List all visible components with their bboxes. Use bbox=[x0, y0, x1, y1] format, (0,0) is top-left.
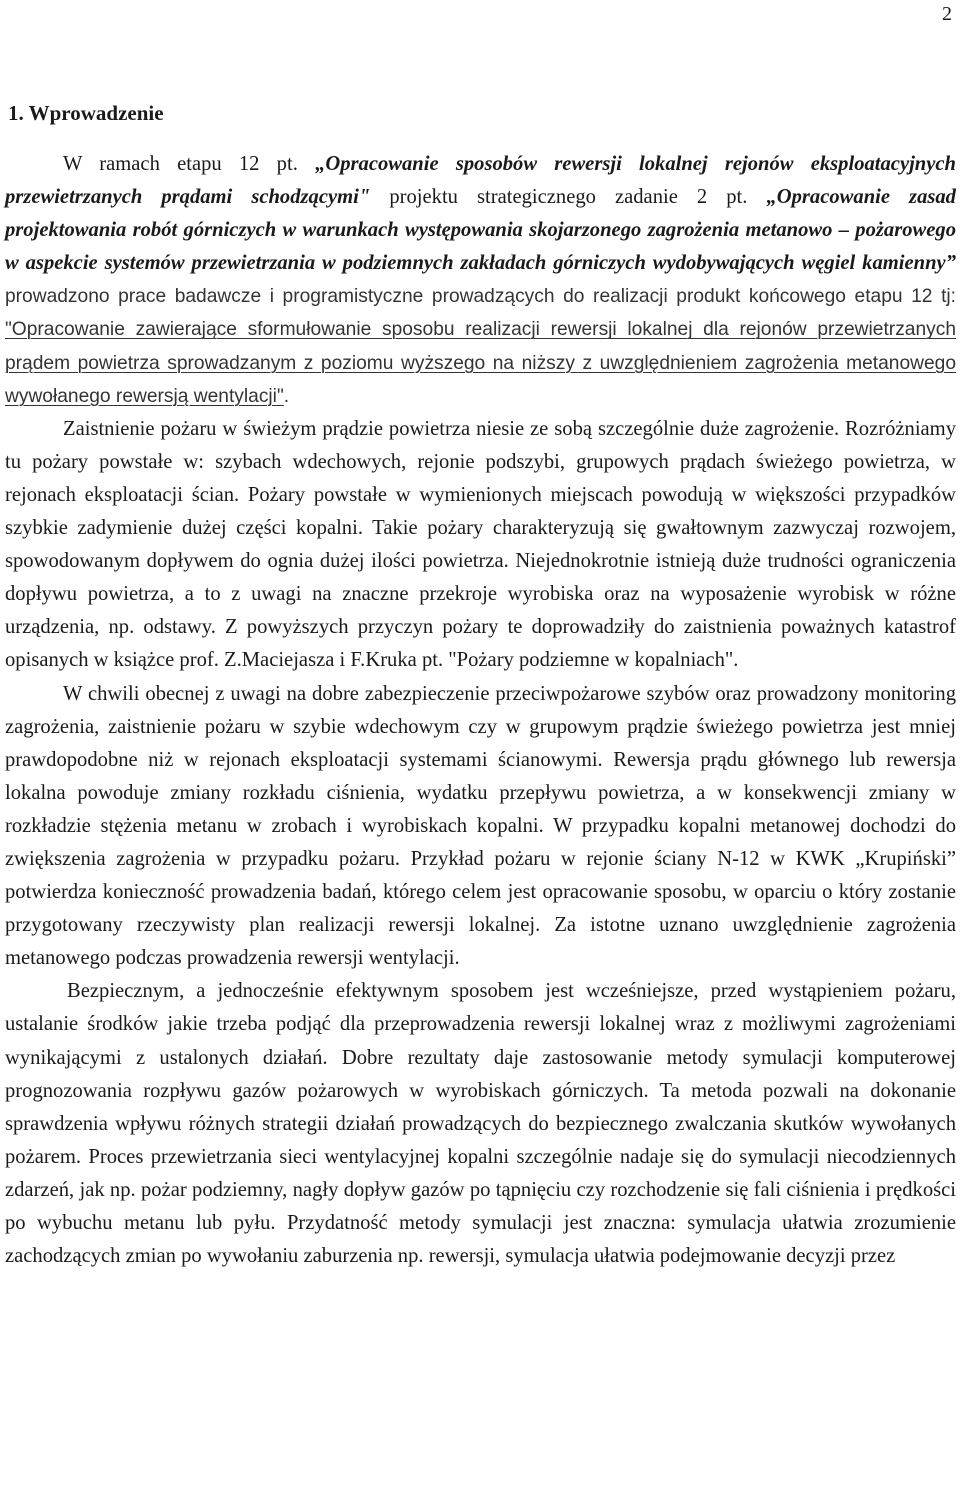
p1-project-text: projektu strategicznego zadanie 2 pt. bbox=[370, 186, 767, 209]
section-heading: 1. Wprowadzenie bbox=[8, 101, 164, 125]
p1-period: . bbox=[283, 385, 290, 407]
paragraph-4: Bezpiecznym, a jednocześnie efektywnym sposobem jest wcześniejsze, przed wystąpieniem pożaru, ustalanie środków jakie trzeba podjąć dla przeprowadzenia rewersji lokalnej wraz z możliwymi zagrożeniami wynikającymi z ustalonych działań. Dobre rezultaty daje zastosowanie metody symulacji komputerowej prognozowania rozpływu gazów pożarowych w wyrobiskach górniczych. Ta metoda pozwali na dokonanie sprawdzenia wpływu różnych strategii działań prowadzących do bezpiecznego zwalczania skutków wywołanych pożarem. Proces przewietrzania sieci wentylacyjnej kopalni szczególnie nadaje się do symulacji niecodziennych zdarzeń, jak np. pożar podziemny, nagły dopływ gazów po tąpnięciu czy rozchodzenie się fali ciśnienia i prędkości po wybuchu metanu lub pyłu. Przydatność metody symulacji jest znaczna: symulacja ułatwia zrozumienie zachodzących zmian po wywołaniu zaburzenia np. rewersji, symulacja ułatwia podejmowanie decyzji przez bbox=[5, 980, 956, 1268]
p1-intro-text: W ramach etapu 12 pt. bbox=[63, 153, 316, 175]
page-number: 2 bbox=[942, 3, 952, 25]
document-body bbox=[5, 148, 956, 1273]
p1-work-text: prowadzono prace badawcze i programistyczne prowadzących do realizacji produkt końcowego etapu 12 tj: bbox=[5, 286, 956, 308]
p1-task-title: „Opracowanie zasad projektowania robót górniczych w warunkach występowania skojarzonego zagrożenia metanowo – pożarowego w aspekcie systemów przewietrzania w podziemnych zakładach górniczych wydobywających węgiel kamienny” bbox=[5, 186, 956, 275]
p1-product-title: "Opracowanie zawierające sformułowanie sposobu realizacji rewersji lokalnej dla rejonów przewietrzanych prądem powietrza sprowadzanym z poziomu wyższego na niższy z uwzględnieniem zagrożenia metanowego wywołanego rewersją wentylacji" bbox=[5, 319, 956, 407]
paragraph-1 bbox=[5, 148, 956, 413]
paragraph-2: Zaistnienie pożaru w świeżym prądzie powietrza niesie ze sobą szczególnie duże zagrożenie. Rozróżniamy tu pożary powstałe w: szybach wdechowych, rejonie podszybi, grupowych prądach świeżego powietrza, w rejonach eksploatacji ścian. Pożary powstałe w wymienionych miejscach powodują w większości przypadków szybkie zadymienie dużej części kopalni. Takie pożary charakteryzują się gwałtownym zazwyczaj rozwojem, spowodowanym dopływem do ognia dużej ilości powietrza. Niejednokrotnie istnieją duże trudności ograniczenia dopływu powietrza, a to z uwagi na znaczne przekroje wyrobiska oraz na wyposażenie wyrobisk w różne urządzenia, np. odstawy. Z powyższych przyczyn pożary te doprowadziły do zaistnienia poważnych katastrof opisanych w książce prof. Z.Maciejasza i F.Kruka pt. "Pożary podziemne w kopalniach". bbox=[5, 417, 956, 672]
p1-stage-title: „Opracowanie sposobów rewersji lokalnej rejonów eksploatacyjnych przewietrzanych prądami schodzącymi" bbox=[5, 153, 956, 209]
paragraph-3: W chwili obecnej z uwagi na dobre zabezpieczenie przeciwpożarowe szybów oraz prowadzony monitoring zagrożenia, zaistnienie pożaru w szybie wdechowym czy w grupowym prądzie świeżego powietrza jest mniej prawdopodobne niż w rejonach eksploatacji systemami ścianowymi. Rewersja prądu głównego lub rewersja lokalna powoduje zmiany rozkładu ciśnienia, wydatku przepływu powietrza, a w konsekwencji zmiany w rozkładzie stężenia metanu w zrobach i wyrobiskach kopalni. W przypadku kopalni metanowej dochodzi do zwiększenia zagrożenia w przypadku pożaru. Przykład pożaru w rejonie ściany N-12 w KWK „Krupiński” potwierdza konieczność prowadzenia badań, którego celem jest opracowanie sposobu, w oparciu o który zostanie przygotowany rzeczywisty plan realizacji rewersji lokalnej. Za istotne uznano uwzględnienie zagrożenia metanowego podczas prowadzenia rewersji wentylacji. bbox=[5, 682, 956, 970]
